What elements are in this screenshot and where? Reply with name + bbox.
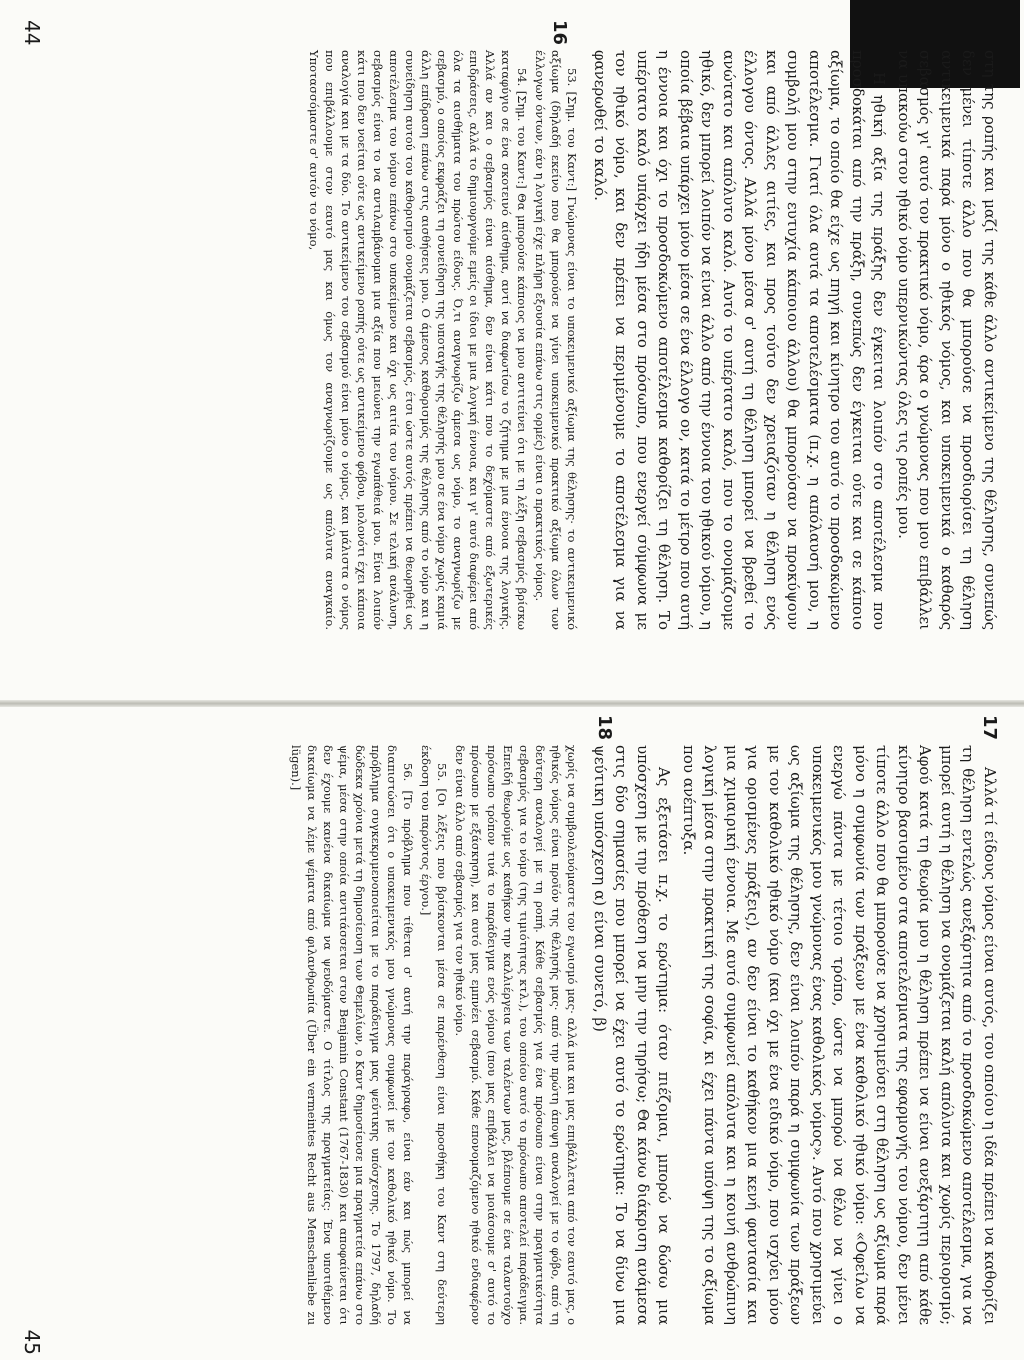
paragraph: Αλλά τί είδους νόμος είναι αυτός, του οποίου η ιδέα πρέπει να καθορίζει τη θέληση εντελώς ανεξάρτητα από το προσδοκώμενο αποτέλεσμα, για να μπορεί αυτή η θέληση να ονομάζεται καλή απόλυτα και χωρίς περιορισμό; Αφού κατά τη θεωρία μου η θέληση πρέπει να είναι ανεξάρτητη από κάθε κίνητρο βασισμένο στα αποτελέσματα της εφαρμογής του νόμου, δεν μένει τίποτε άλλο που θα μπορούσε να χρησιμεύσει στη θέληση ως αξίωμα παρά μόνο η συμφωνία των πράξεων με ένα καθολικό ηθικό νόμο: «Οφείλω να ενεργώ πάντα με τέτοιο τρόπο, ώστε να μπορώ να θέλω να γίνει ο υποκειμενικός μου γνώμονας ένας καθολικός νόμος». Αυτό που χρησιμεύει ως αξίωμα της θέλησης, δεν είναι λοιπόν παρά η συμφωνία των πράξεων με τον καθολικό ηθικό νόμο (και όχι με ένα ειδικό νόμο, που ισχύει μόνο για ορισμένες πράξεις), αν δεν είναι το καθήκον μια κενή φαντασία και μια χιμαιρική έννοια. Με αυτό συμφωνεί απόλυτα και η κοινή ανθρώπινη λογική μέσα στην πρακτική της σοφία, κι έχει πάντα υπόψη της το αξίωμα που ανέπτυξα.	[680, 745, 999, 1325]
book-spine-divider	[0, 700, 1024, 707]
paragraph: στη της ροπής και μαζί της κάθε άλλο αντικείμενο της θέλησης, συνεπώς δεν μένει τίποτε άλλο που θα μπορούσε να προσδιορίσει τη θέληση αντικειμενικά παρά μόνο ο ηθικός νόμος, και υποκειμενικά ο καθαρός σεβασμός γι' αυτό τον πρακτικό νόμο, άρα ο γνώμονας που μου επιβάλλει να υπακούω στον ηθικό νόμο υπερνικώντας όλες τις ροπές μου.	[895, 50, 999, 630]
paragraph: Ας εξετάσει π.χ. το ερώτημα: όταν πιέζομαι, μπορώ να δώσω μια υπόσχεση με την πρόθεση να μην την τηρήσω; Θα κάνω διάκριση ανάμεσα στις δύο σημασίες που μπορεί να έχει αυτό το ερώτημα: Το να δίνω μια ψεύτικη υπόσχεση α) είναι συνετό, β)	[591, 745, 674, 1325]
footnote: 54. [Σημ. του Καντ:] Θα μπορούσε κάποιος να μου αντιτείνει ότι με τη λέξη σεβασμός βρίσκω καταφύγιο σε ένα σκοτεινό αίσθημα, αντί να διαφωτίσω το ζήτημα με μια έννοια της λογικής. Αλλά αν και ο σεβασμός είναι αίσθημα, δεν είναι κάτι που το δεχόμαστε από εξωτερικές επιδράσεις, αλλά το δημιουργούμε εμείς οι ίδιοι με μια λογική έννοια, και γι' αυτό διαφέρει από όλα τα αισθήματα του πρώτου είδους. Ό,τι αναγνωρίζω άμεσα ως νόμο, το αναγνωρίζω με σεβασμό, ο οποίος εκφράζει τη συνείδηση της υποταγής της θέλησής μου σε ένα νόμο χωρίς καμιά άλλη επίδραση επάνω στις αισθήσεις μου. Ο άμεσος καθορισμός της θέλησης από το νόμο και η συνείδηση αυτού του καθορισμού ονομάζεται σεβασμός, έτσι ώστε αυτός πρέπει να θεωρηθεί ως αποτέλεσμα του νόμου επάνω στο υποκείμενο και όχι ως αιτία του νόμου. Σε τελική ανάλυση, σεβασμός είναι το να αντιλαμβάνομαι μια αξία που μειώνει την εγωπάθειά μου. Είναι λοιπόν κάτι που δεν νοείται ούτε ως αντικείμενο ροπής ούτε ως αντικείμενο φόβου, μολονότι έχει κάποια αναλογία και με τα δύο. Το αντικείμενο του σεβασμού είναι μόνο ο νόμος, και μάλιστα ο νόμος που επιβάλλουμε στον εαυτό μας και όμως τον αναγνωρίζουμε ως απόλυτα αναγκαίο. Υποτασσόμαστε σ' αυτόν το νόμο,	[307, 50, 530, 630]
page-number-45: 45	[20, 1329, 44, 1355]
footnote: 53. [Σημ. του Καντ:] Γνώμονας είναι το υποκειμενικό αξίωμα της θέλησης· το αντικειμενικό αξίωμα (δηλαδή εκείνο που θα μπορούσε να γίνει υποκειμενικό πρακτικό αξίωμα όλων των έλλογων όντων, εάν η λογική είχε πλήρη εξουσία επάνω στις ορμές) είναι ο πρακτικός νόμος.	[533, 50, 580, 630]
page-45	[20, 715, 1000, 1355]
page-number-44: 44	[20, 20, 44, 46]
footnote: 56. [Το πρόβλημα που τίθεται σ' αυτή την παράγραφο, είναι εάν και πώς μπορεί να διαπιστώσει ότι ο υποκειμενικός μου γνώμονας συμφωνεί με τον καθολικό ηθικό νόμο. Το πρόβλημα συγκεκριμενοποιείται με το παράδειγμα μας ψεύτικης υπόσχεσης. Το 1797, δηλαδή δώδεκα χρόνια μετά τη δημοσίευση των Θεμελίων, ο Καντ δημοσίευσε μια πραγματεία επάνω στο ψέμα, μέσα στην οποία αντιτάσσεται στον Benjamin Constant (1767-1830) και αποφαίνεται ότι δεν έχουμε κανένα δικαίωμα να ψευδόμαστε. Ο τίτλος της πραγματείας: Ένα υποτιθέμενο δικαίωμα να λέμε ψέματα από φιλανθρωπία (Über ein vermeintes Recht aus Menschenliebe zu lügen).]	[289, 745, 416, 1325]
footnotes	[289, 745, 581, 1325]
footnote: 55. [Οι λέξεις που βρίσκονται μέσα σε παρένθεση είναι προσθήκη του Καντ στη δεύτερη έκδοση του παρόντος έργου.]	[419, 745, 450, 1325]
section-number-18: 18	[594, 715, 615, 741]
section-number-17: 17	[979, 715, 1000, 741]
footnote: χωρίς να συμβουλευόμαστε τον εγωισμό μας· αλλά μια και μας επιβάλλεται από τον εαυτό μας, ο ηθικός νόμος είναι προϊόν της θέλησής μας· από την πρώτη άποψη αναλογεί με το φόβο, από τη δεύτερη αναλογεί με τη ροπή. Κάθε σεβασμός για ένα πρόσωπο είναι στην πραγματικότητα σεβασμός για το νόμο (της τιμιότητας κτλ.), του οποίου αυτό το πρόσωπο αποτελεί παράδειγμα. Επειδή θεωρούμε ως καθήκον την καλλιέργεια των ταλέντων μας, βλέπουμε σε ένα ταλαντούχο πρόσωπο τρόπον τινά το παράδειγμα ενός νόμου (που μας επιβάλλει να μοιάσουμε σ' αυτό το πρόσωπο με εξάσκηση), και αυτό μας εμπνέει σεβασμό. Κάθε επονομαζόμενο ηθικό ενδιαφέρον δεν είναι άλλο από σεβασμός για τον ηθικό νόμο.	[453, 745, 580, 1325]
section-number-16: 16	[549, 20, 570, 46]
footnotes	[307, 50, 581, 630]
page-44-text	[45, 50, 1000, 630]
paragraph: Η ηθική αξία της πράξης δεν έγκειται λοιπόν στο αποτέλεσμα που προσδοκάται από την πράξη, συνεπώς δεν έγκειται ούτε και σε κάποιο αξίωμα, το οποίο θα είχε ως πηγή και κίνητρο του αυτό το προσδοκώμενο αποτέλεσμα. Γιατί όλα αυτά τα αποτελέσματα (π.χ. η απόλαυσή μου, η συμβολή μου στην ευτυχία κάποιου άλλου) θα μπορούσαν να προκύψουν και από άλλες αιτίες, και προς τούτο δεν χρειαζόταν η θέληση ενός έλλογου όντος. Αλλά μόνο μέσα σ' αυτή τη θέληση μπορεί να βρεθεί το ανώτατο και απόλυτο καλό. Αυτό το υπέρτατο καλό, που το ονομάζουμε ηθικό, δεν μπορεί λοιπόν να είναι άλλο από την έννοια του ηθικού νόμου, η οποία βέβαια υπάρχει μόνο μέσα σε ένα έλλογο ον, κατά το μέτρο που αυτή η έννοια και όχι το προσδοκώμενο αποτέλεσμα καθορίζει τη θέληση. Το υπέρτατο καλό υπάρχει ήδη μέσα στο πρόσωπο, που ενεργεί σύμφωνα με τον ηθικό νόμο, και δεν πρέπει να περιμένουμε το αποτέλεσμα για να φανερωθεί το καλό.	[591, 50, 889, 630]
page-44	[20, 20, 1000, 660]
page-45-text	[45, 745, 1000, 1325]
